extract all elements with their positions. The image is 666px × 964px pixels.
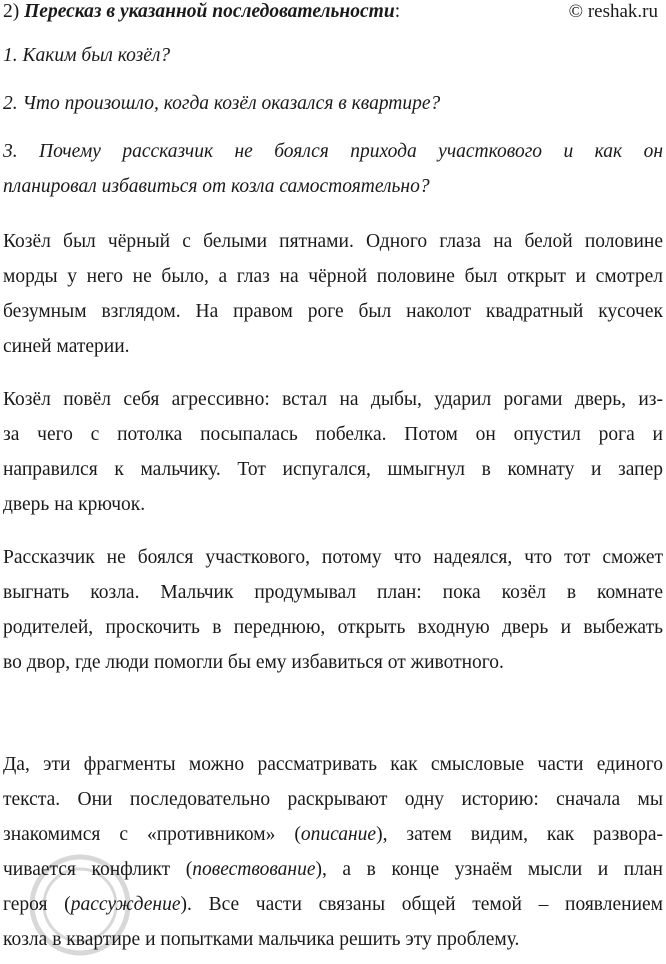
- copyright-watermark: © reshak.ru: [568, 1, 658, 22]
- paragraph-1-line-2: морды у него не было, а глаз на чёрной половине был открыт и смотрел: [3, 266, 663, 287]
- paragraph-2-line-4: дверь на крючок.: [3, 494, 146, 515]
- paragraph-3-line-1: Рассказчик не боялся участкового, потому что надеялся, что тот сможет: [3, 547, 663, 568]
- paragraph-4-line-1: Да, эти фрагменты можно рассматривать как смысловые части единого: [3, 754, 663, 775]
- text-segment: ), а в конце узнаём мысли и план: [315, 859, 663, 880]
- paragraph-3-line-4: во двор, где люди помогли бы ему избавиться от животного.: [3, 652, 504, 673]
- term-reasoning: рассуждение: [70, 894, 181, 915]
- paragraph-4-line-2: текста. Они последовательно раскрывают одну историю: сначала мы: [3, 789, 663, 810]
- paragraph-4-line-4: [3, 858, 663, 882]
- paragraph-4-line-5: [3, 893, 663, 917]
- paragraph-2-line-1: Козёл повёл себя агрессивно: встал на дыбы, ударил рогами дверь, из-: [3, 389, 663, 410]
- paragraph-3-line-2: выгнать козла. Мальчик продумывал план: пока козёл в комнате: [3, 582, 663, 603]
- paragraph-4-line-6: козла в квартире и попытками мальчика решить эту проблему.: [3, 929, 520, 950]
- question-3-line-2: планировал избавиться от козла самостоятельно?: [3, 176, 430, 197]
- heading-number: 2): [3, 1, 25, 22]
- text-segment: чивается конфликт (: [3, 859, 193, 880]
- heading-title: Пересказ в указанной последовательности: [24, 1, 395, 22]
- paragraph-1-line-1: Козёл был чёрный с белыми пятнами. Одного глаза на белой половине: [3, 231, 663, 252]
- text-segment: героя (: [3, 894, 71, 915]
- paragraph-3-line-3: родителей, проскочить в переднюю, открыть входную дверь и выбежать: [3, 617, 663, 638]
- text-segment: ), затем видим, как развора-: [376, 824, 663, 845]
- question-3-line-1: 3. Почему рассказчик не боялся прихода участкового и как он: [3, 141, 663, 162]
- paragraph-2-line-2: за чего с потолка посыпалась побелка. Потом он опустил рога и: [3, 424, 663, 445]
- section-heading: [3, 0, 663, 24]
- paragraph-4-line-3: [3, 823, 663, 847]
- term-description: описание: [300, 824, 377, 845]
- text-segment: ). Все части связаны общей темой – появлением: [180, 894, 663, 915]
- text-segment: знакомимся с «противником» (: [3, 824, 301, 845]
- question-2: 2. Что произошло, когда козёл оказался в квартире?: [3, 93, 441, 114]
- question-1: 1. Каким был козёл?: [3, 45, 171, 66]
- paragraph-1-line-3: безумным взглядом. На правом роге был наколот квадратный кусочек: [3, 301, 663, 322]
- paragraph-1-line-4: синей материи.: [3, 336, 130, 357]
- paragraph-2-line-3: направился к мальчику. Тот испугался, шмыгнул в комнату и запер: [3, 459, 663, 480]
- heading-colon: :: [394, 1, 401, 22]
- term-narration: повествование: [192, 859, 316, 880]
